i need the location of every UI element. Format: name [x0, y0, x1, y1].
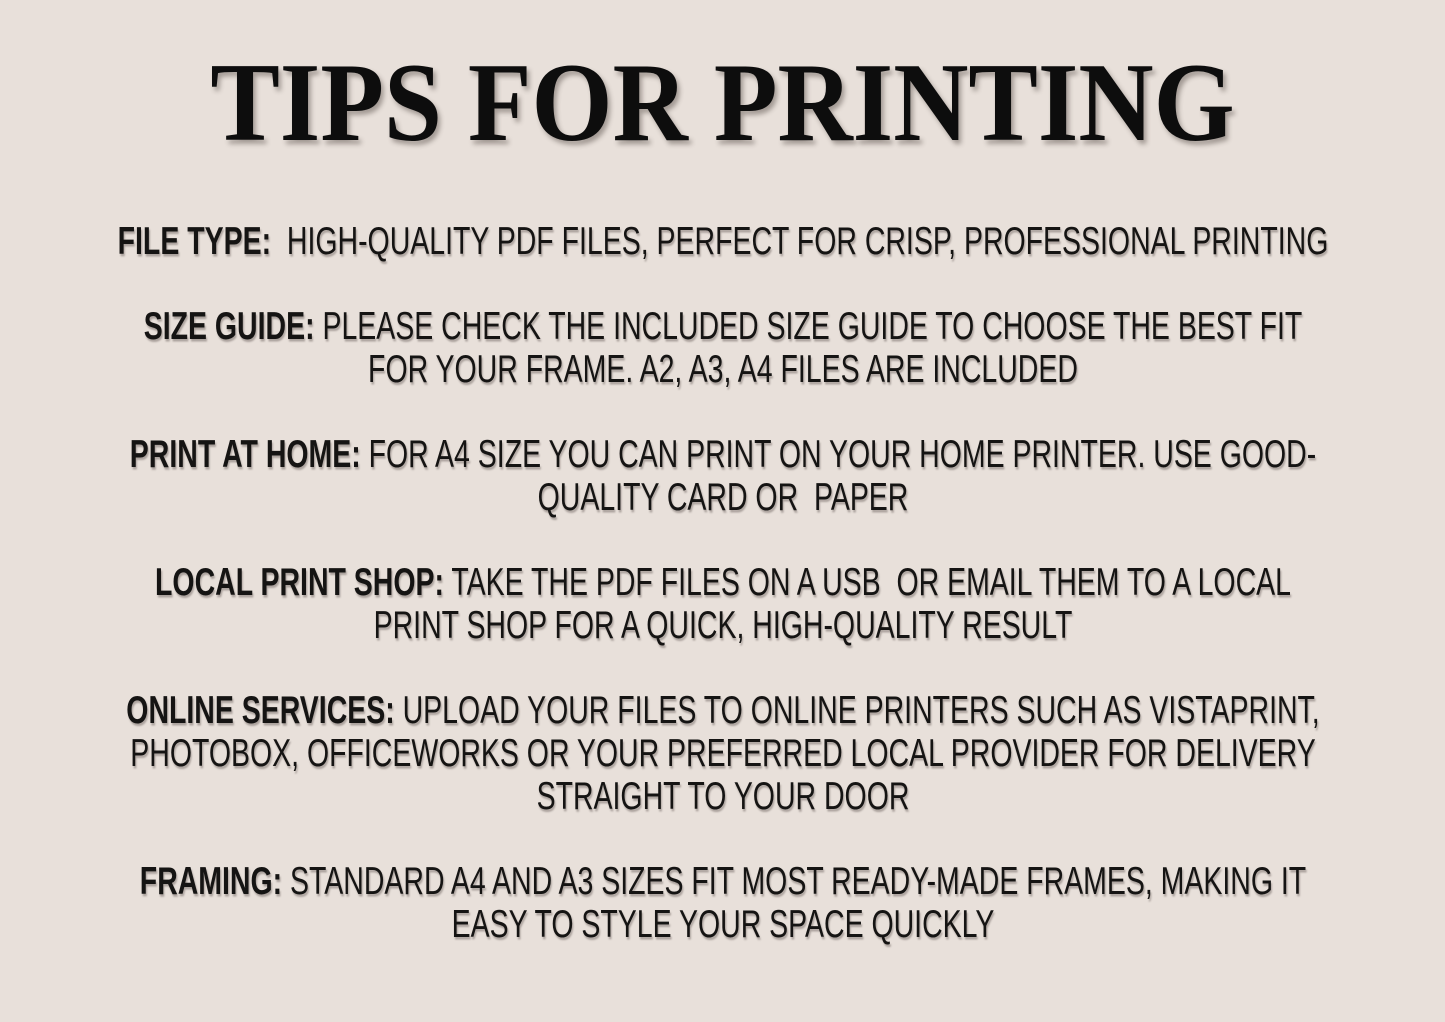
tip-text: PLEASE CHECK THE INCLUDED SIZE GUIDE TO CHOOSE THE BEST FIT — [314, 305, 1302, 348]
tip-label: SIZE GUIDE: — [143, 305, 315, 348]
tip-text: FOR A4 SIZE YOU CAN PRINT ON YOUR HOME PRINTER. USE GOOD- — [360, 433, 1316, 476]
tip-line: PHOTOBOX, OFFICEWORKS OR YOUR PREFERRED LOCAL PROVIDER FOR DELIVERY — [129, 732, 1316, 775]
tip-section-online-services — [22, 689, 1424, 818]
tip-text: TAKE THE PDF FILES ON A USB OR EMAIL THEM TO A LOCAL — [443, 561, 1291, 604]
tip-line — [22, 433, 1424, 476]
tip-text: UPLOAD YOUR FILES TO ONLINE PRINTERS SUCH AS VISTAPRINT, — [394, 689, 1320, 732]
tip-label: ONLINE SERVICES: — [125, 689, 395, 732]
tip-line: EASY TO STYLE YOUR SPACE QUICKLY — [451, 903, 994, 946]
tip-section-size-guide — [22, 305, 1424, 391]
tip-line: STRAIGHT TO YOUR DOOR — [536, 775, 909, 818]
tip-line — [22, 689, 1424, 732]
tip-line: QUALITY CARD OR PAPER — [537, 476, 908, 519]
tip-line: FOR YOUR FRAME. A2, A3, A4 FILES ARE INCLUDED — [367, 348, 1078, 391]
tip-label: LOCAL PRINT SHOP: — [154, 561, 444, 604]
tip-label: FRAMING: — [139, 860, 282, 903]
tip-line — [22, 220, 1424, 263]
tip-line — [22, 860, 1424, 903]
tip-section-file-type — [22, 220, 1424, 263]
tip-line — [22, 561, 1424, 604]
tip-section-print-at-home — [22, 433, 1424, 519]
tip-line — [22, 305, 1424, 348]
tip-section-framing — [22, 860, 1424, 946]
tip-section-local-print-shop — [22, 561, 1424, 647]
tip-line: PRINT SHOP FOR A QUICK, HIGH-QUALITY RESULT — [373, 604, 1072, 647]
page-title: TIPS FOR PRINTING — [210, 41, 1235, 165]
tip-label: FILE TYPE: — [117, 220, 271, 263]
tip-text: HIGH-QUALITY PDF FILES, PERFECT FOR CRISP, PROFESSIONAL PRINTING — [270, 220, 1328, 263]
tips-list — [22, 220, 1424, 988]
tip-label: PRINT AT HOME: — [129, 433, 361, 476]
tip-text: STANDARD A4 AND A3 SIZES FIT MOST READY-MADE FRAMES, MAKING IT — [281, 860, 1306, 903]
